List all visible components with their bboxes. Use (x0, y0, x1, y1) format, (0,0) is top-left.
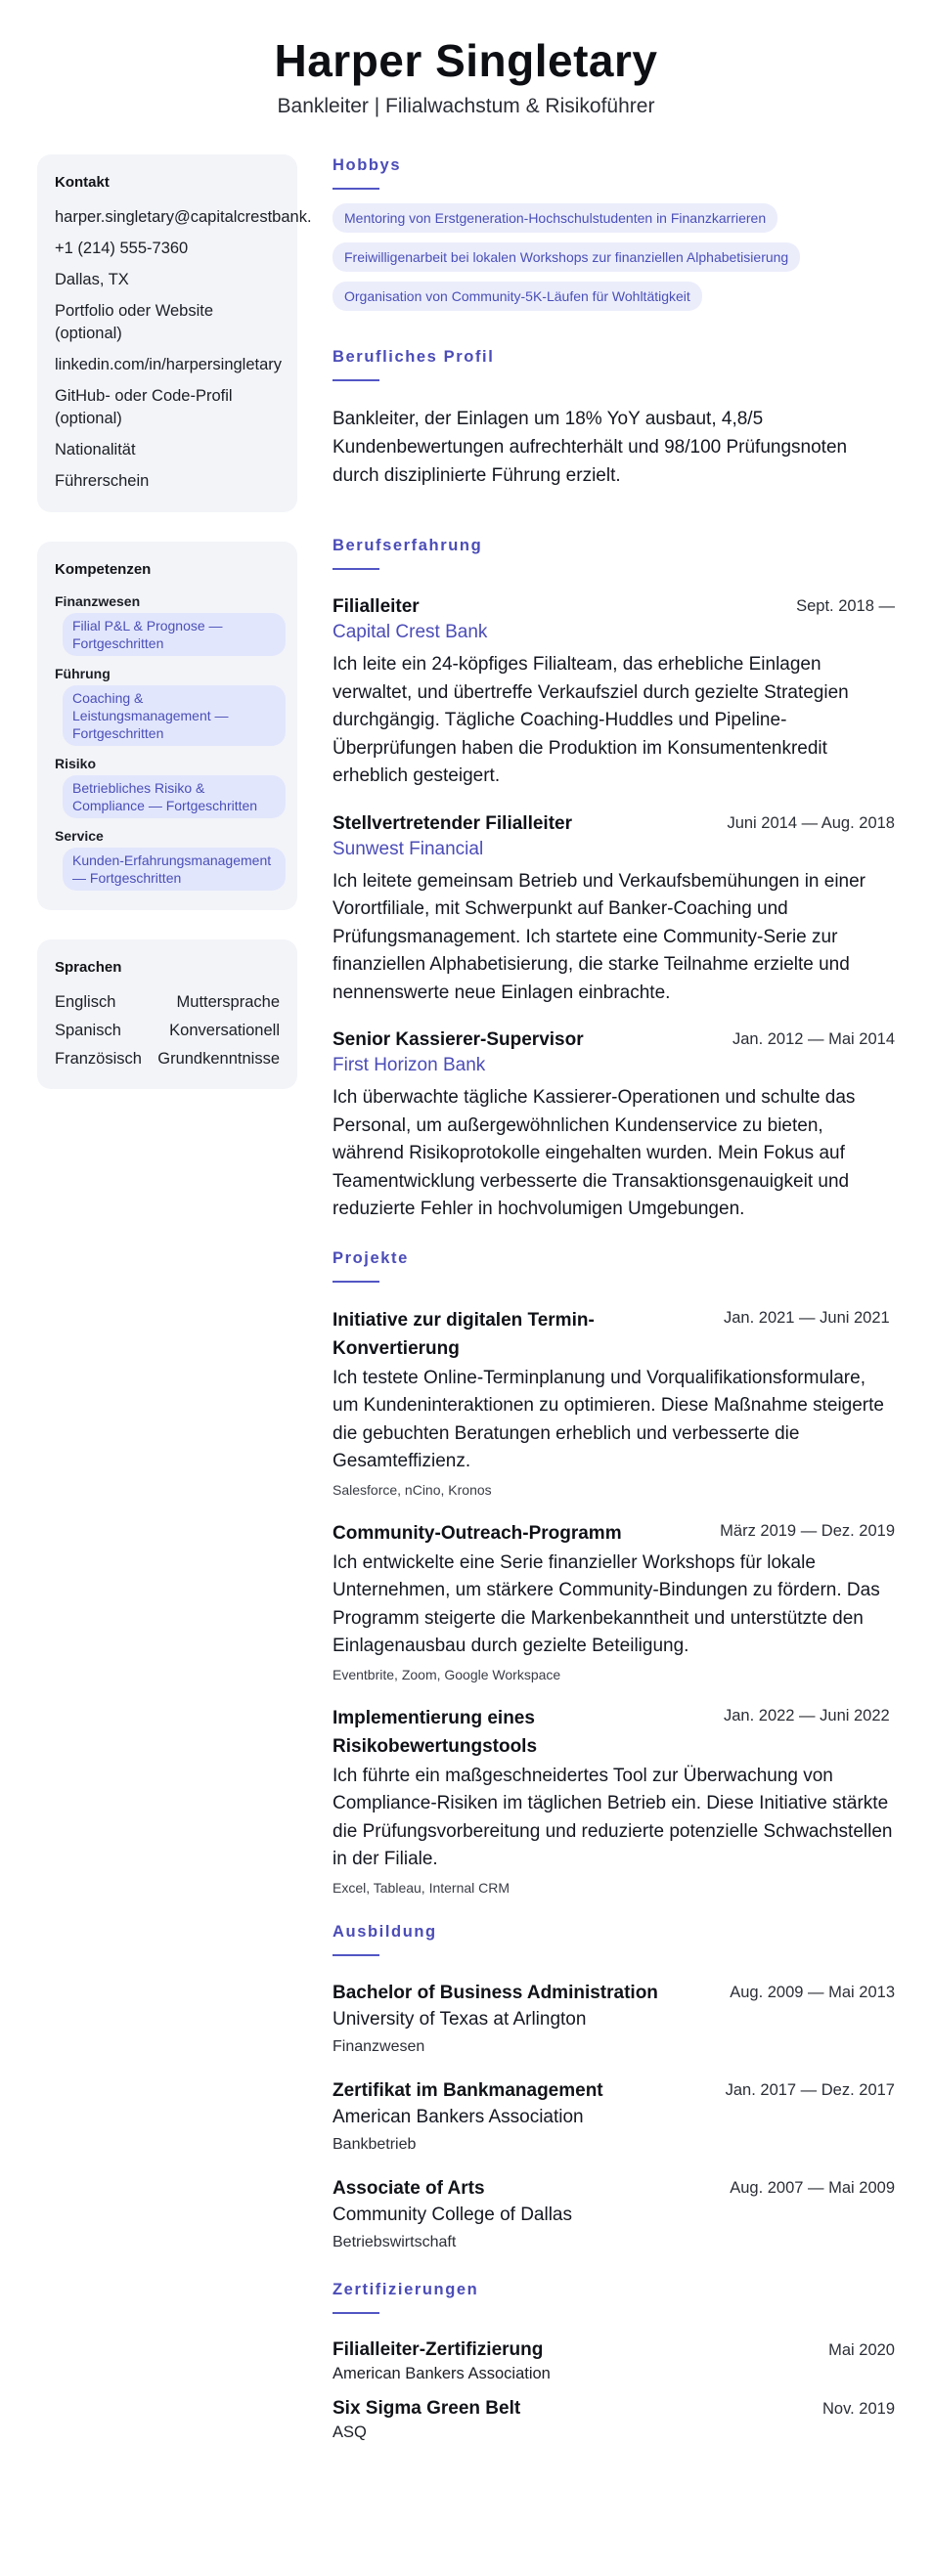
certifications-title: Zertifizierungen (333, 2280, 479, 2298)
job-date: Sept. 2018 — (796, 597, 895, 615)
contact-linkedin[interactable]: linkedin.com/in/harpersingletary (55, 356, 283, 373)
language-row (55, 1020, 280, 1041)
hobby-list (333, 203, 895, 321)
skill-group (55, 593, 280, 656)
contact-title: Kontakt (55, 174, 110, 191)
education-title: Ausbildung (333, 1922, 437, 1941)
job-date: Juni 2014 — Aug. 2018 (727, 813, 895, 832)
profile-summary: Bankleiter, der Einlagen um 18% YoY ausbaut, 4,8/5 Kundenbewertungen aufrechterhält und 98/100 Prüfungsnoten durch disziplinierte Führung erzielt. (333, 409, 848, 486)
sidebar (37, 154, 312, 1118)
education-date: Aug. 2009 — Mai 2013 (730, 1983, 895, 2001)
candidate-name: Harper Singletary (274, 35, 658, 86)
language-name: Französisch (55, 1050, 142, 1068)
education-entry (333, 2077, 895, 2156)
contact-location: Dallas, TX (55, 271, 129, 288)
job-description: Ich leitete gemeinsam Betrieb und Verkaufsbemühungen in einer Vorortfiliale, mit Schwerpunkt auf Banker-Coaching und Prüfungsmanagement. Ich startete eine Community-Serie zur finanziellen Alphabetisierung, die starke Teilnahme erzielte und nennenswerte neue Einlagen einbrachte. (333, 870, 866, 1003)
projects-section (333, 1247, 895, 1898)
school-name: American Bankers Association (333, 2106, 584, 2127)
certification-date: Nov. 2019 (822, 2399, 895, 2418)
candidate-tagline: Bankleiter | Filialwachstum & Risikoführer (277, 95, 655, 117)
project-entry (333, 1704, 895, 1898)
section-divider (333, 1281, 379, 1283)
contact-portfolio[interactable]: Portfolio oder Website (optional) (55, 302, 214, 342)
project-description: Ich entwickelte eine Serie finanzieller Workshops für lokale Unternehmen, um stärkere Community-Bindungen zu fördern. Das Programm steigerte die Markenbekanntheit und unterstützte den Einlagenausbau durch gezielte Beteiligung. (333, 1551, 880, 1656)
project-tech: Excel, Tableau, Internal CRM (333, 1879, 510, 1896)
project-description: Ich testete Online-Terminplanung und Vorqualifikationsformulare, um Kundeninteraktionen zu optimieren. Diese Maßnahme steigerte die gebuchten Beratungen erheblich und verbesserte die Gesamteffizienz. (333, 1367, 884, 1471)
language-level: Muttersprache (176, 993, 280, 1011)
education-entry (333, 1980, 895, 2058)
school-name: Community College of Dallas (333, 2204, 572, 2225)
hobbies-title: Hobbys (333, 156, 402, 174)
section-divider (333, 188, 379, 190)
education-date: Aug. 2007 — Mai 2009 (730, 2178, 895, 2197)
experience-entry (333, 1026, 895, 1224)
languages-title: Sprachen (55, 959, 122, 976)
language-level: Grundkenntnisse (157, 1050, 280, 1068)
education-section (333, 1921, 895, 2253)
certification-org: American Bankers Association (333, 2364, 551, 2382)
education-entry (333, 2175, 895, 2253)
project-entry (333, 1519, 895, 1684)
experience-title: Berufserfahrung (333, 537, 483, 554)
project-name: Implementierung eines Risikobewertungstools (333, 1707, 538, 1757)
language-name: Englisch (55, 993, 116, 1011)
education-date: Jan. 2017 — Dez. 2017 (725, 2080, 895, 2099)
skill-group (55, 756, 280, 818)
job-title: Senior Kassierer-Supervisor (333, 1029, 584, 1050)
profile-title: Berufliches Profil (333, 348, 495, 366)
section-divider (333, 1954, 379, 1956)
project-date: März 2019 — Dez. 2019 (720, 1521, 895, 1540)
experience-section (333, 535, 895, 1224)
project-tech: Eventbrite, Zoom, Google Workspace (333, 1666, 561, 1682)
skill-chip: Coaching & Leistungsmanagement — Fortgeschritten (63, 685, 286, 746)
hobby-chip: Mentoring von Erstgeneration-Hochschulstudenten in Finanzkarrieren (333, 203, 777, 233)
language-row (55, 1048, 280, 1070)
skill-category: Risiko (55, 756, 97, 771)
resume-header (0, 31, 932, 121)
skill-chip: Filial P&L & Prognose — Fortgeschritten (63, 613, 286, 656)
project-name: Initiative zur digitalen Termin-Konvertierung (333, 1309, 595, 1359)
hobbies-section (333, 154, 895, 321)
contact-github[interactable]: GitHub- oder Code-Profil (optional) (55, 387, 233, 427)
profile-section (333, 346, 895, 490)
project-tech: Salesforce, nCino, Kronos (333, 1481, 492, 1498)
hobby-chip: Organisation von Community-5K-Läufen für Wohltätigkeit (333, 282, 702, 311)
job-description: Ich leite ein 24-köpfiges Filialteam, das erhebliche Einlagen verwaltet, und übertreffe Verkaufsziel durch gezielte Strategien durchgängig. Tägliche Coaching-Huddles und Pipeline-Überprüfungen haben die Produktion im Konsumentenkredit erheblich gesteigert. (333, 654, 849, 786)
contact-phone[interactable]: +1 (214) 555-7360 (55, 240, 189, 257)
project-name: Community-Outreach-Programm (333, 1522, 622, 1544)
degree-title: Zertifikat im Bankmanagement (333, 2079, 603, 2101)
certification-name: Filialleiter-Zertifizierung (333, 2338, 544, 2360)
job-title: Stellvertretender Filialleiter (333, 812, 572, 834)
certification-date: Mai 2020 (828, 2340, 895, 2359)
skills-title: Kompetenzen (55, 561, 152, 578)
section-divider (333, 568, 379, 570)
job-title: Filialleiter (333, 596, 420, 617)
main-content (333, 154, 895, 2443)
contact-card (37, 154, 312, 512)
contact-email[interactable]: harper.singletary@capitalcrestbank. (55, 208, 312, 226)
project-date: Jan. 2021 — Juni 2021 (724, 1308, 890, 1327)
project-date: Jan. 2022 — Juni 2022 (724, 1706, 890, 1725)
skills-card (37, 542, 297, 910)
project-description: Ich führte ein maßgeschneidertes Tool zur Überwachung von Compliance-Risiken im täglichen Betrieb ein. Diese Initiative stärkte die Prüfungsvorbereitung und reduzierte potenzielle Schwachstellen in der Filiale. (333, 1765, 893, 1869)
job-date: Jan. 2012 — Mai 2014 (732, 1030, 895, 1048)
company-name: Sunwest Financial (333, 838, 484, 859)
skill-chip: Betriebliches Risiko & Compliance — Fortgeschritten (63, 775, 286, 818)
project-entry (333, 1306, 895, 1500)
section-divider (333, 379, 379, 381)
certification-name: Six Sigma Green Belt (333, 2397, 521, 2419)
contact-license: Führerschein (55, 472, 150, 490)
section-divider (333, 2312, 379, 2314)
certification-entry (333, 2337, 895, 2384)
field-of-study: Betriebswirtschaft (333, 2233, 457, 2250)
language-row (55, 991, 280, 1013)
hobby-chip: Freiwilligenarbeit bei lokalen Workshops zur finanziellen Alphabetisierung (333, 242, 800, 272)
language-level: Konversationell (169, 1022, 280, 1039)
degree-title: Bachelor of Business Administration (333, 1982, 658, 2003)
degree-title: Associate of Arts (333, 2177, 485, 2199)
field-of-study: Bankbetrieb (333, 2135, 417, 2153)
experience-entry (333, 810, 895, 1008)
skill-category: Führung (55, 666, 111, 681)
field-of-study: Finanzwesen (333, 2037, 425, 2055)
school-name: University of Texas at Arlington (333, 2008, 587, 2030)
job-description: Ich überwachte tägliche Kassierer-Operationen und schulte das Personal, um außergewöhnlichen Kundenservice zu bieten, während Risikoprotokolle eingehalten wurden. Mein Fokus auf Teamentwicklung verbesserte die Transaktionsgenauigkeit und reduzierte Fehler in hochvolumigen Umgebungen. (333, 1087, 856, 1219)
certification-entry (333, 2396, 895, 2443)
skill-chip: Kunden-Erfahrungsmanagement — Fortgeschritten (63, 848, 286, 891)
skill-group (55, 828, 280, 891)
skill-category: Service (55, 828, 104, 844)
company-name: First Horizon Bank (333, 1055, 486, 1075)
experience-entry (333, 593, 895, 791)
contact-nationality: Nationalität (55, 441, 136, 458)
company-name: Capital Crest Bank (333, 622, 488, 642)
certifications-section (333, 2279, 895, 2443)
skill-category: Finanzwesen (55, 593, 141, 609)
language-name: Spanisch (55, 1022, 121, 1039)
skill-group (55, 666, 280, 746)
projects-title: Projekte (333, 1248, 409, 1267)
certification-org: ASQ (333, 2423, 367, 2441)
languages-card (37, 939, 297, 1089)
